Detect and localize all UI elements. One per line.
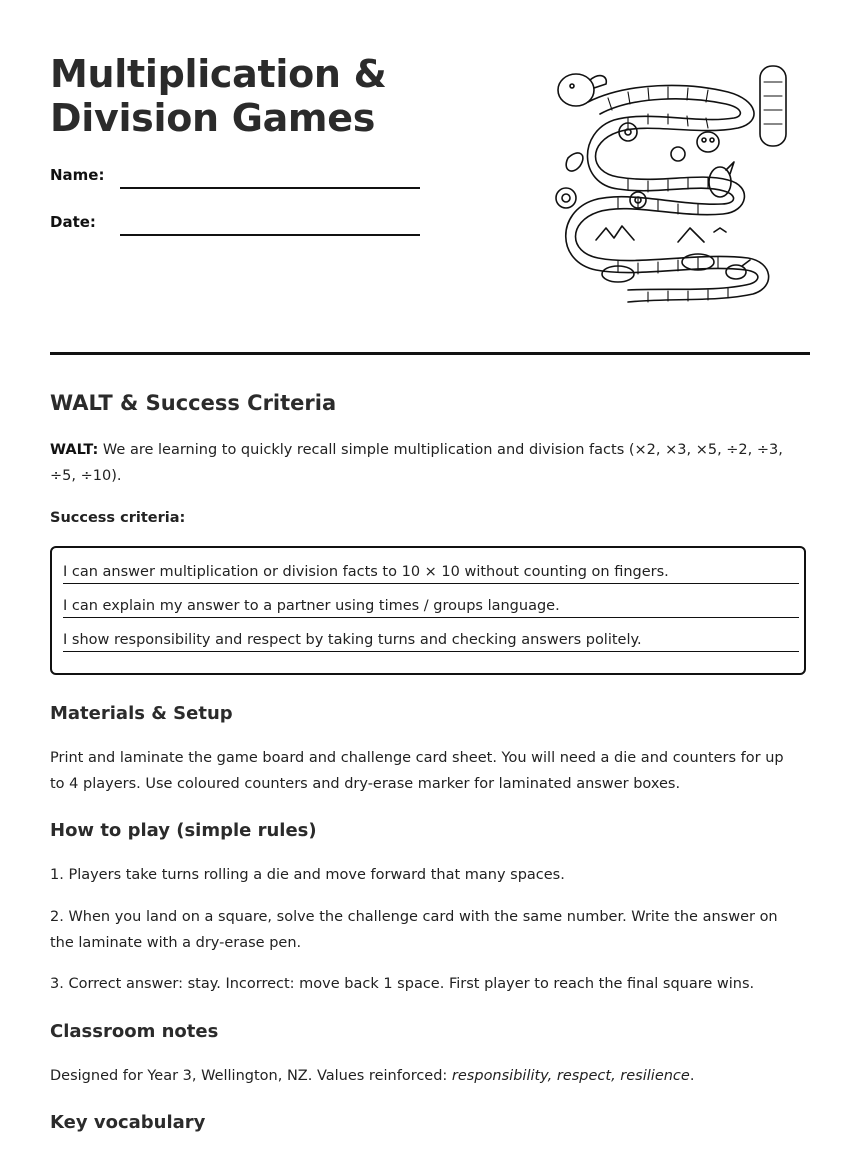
walt-statement	[50, 437, 785, 489]
materials-text: Print and laminate the game board and challenge card sheet. You will need a die and counters for up to 4 players. Use coloured counters and dry-erase marker for laminated answer boxes.	[50, 750, 784, 792]
name-field[interactable]	[120, 187, 420, 189]
game-board-illustration-icon	[548, 62, 790, 312]
title-line-1: Multiplication &	[50, 52, 387, 96]
date-field[interactable]	[120, 234, 420, 236]
notes-values: responsibility, respect, resilience	[451, 1068, 690, 1084]
success-criteria-label: Success criteria:	[50, 510, 186, 526]
date-label: Date:	[50, 213, 96, 231]
worksheet-page	[50, 0, 810, 1133]
rule-step: 1. Players take turns rolling a die and move forward that many spaces.	[50, 867, 565, 883]
rule-step: 3. Correct answer: stay. Incorrect: move back 1 space. First player to reach the final square wins.	[50, 976, 755, 992]
classroom-notes-text	[50, 1063, 785, 1089]
success-criteria-box	[50, 546, 806, 675]
materials-heading: Materials & Setup	[50, 703, 233, 724]
notes-text: Designed for Year 3, Wellington, NZ. Values reinforced:	[50, 1068, 452, 1084]
worksheet-header	[50, 0, 810, 355]
criterion-item: I can answer multiplication or division facts to 10 × 10 without counting on fingers.	[63, 561, 799, 584]
criterion-item: I show responsibility and respect by taking turns and checking answers politely.	[63, 629, 799, 652]
walt-text: We are learning to quickly recall simple multiplication and division facts (×2, ×3, ×5, ÷2, ÷3, ÷5, ÷10).	[50, 442, 783, 484]
title-line-2: Division Games	[50, 96, 376, 140]
vocabulary-heading: Key vocabulary	[50, 1112, 206, 1133]
classroom-notes-heading: Classroom notes	[50, 1021, 219, 1042]
rule-step: 2. When you land on a square, solve the challenge card with the same number. Write the answer on the laminate with a dry-erase pen.	[50, 909, 778, 951]
walt-heading: WALT & Success Criteria	[50, 391, 337, 415]
page-title	[50, 52, 386, 140]
criterion-item: I can explain my answer to a partner using times / groups language.	[63, 595, 799, 618]
how-to-play-heading: How to play (simple rules)	[50, 820, 317, 841]
notes-end: .	[689, 1068, 695, 1084]
name-label: Name:	[50, 166, 105, 184]
walt-label: WALT:	[50, 442, 99, 458]
